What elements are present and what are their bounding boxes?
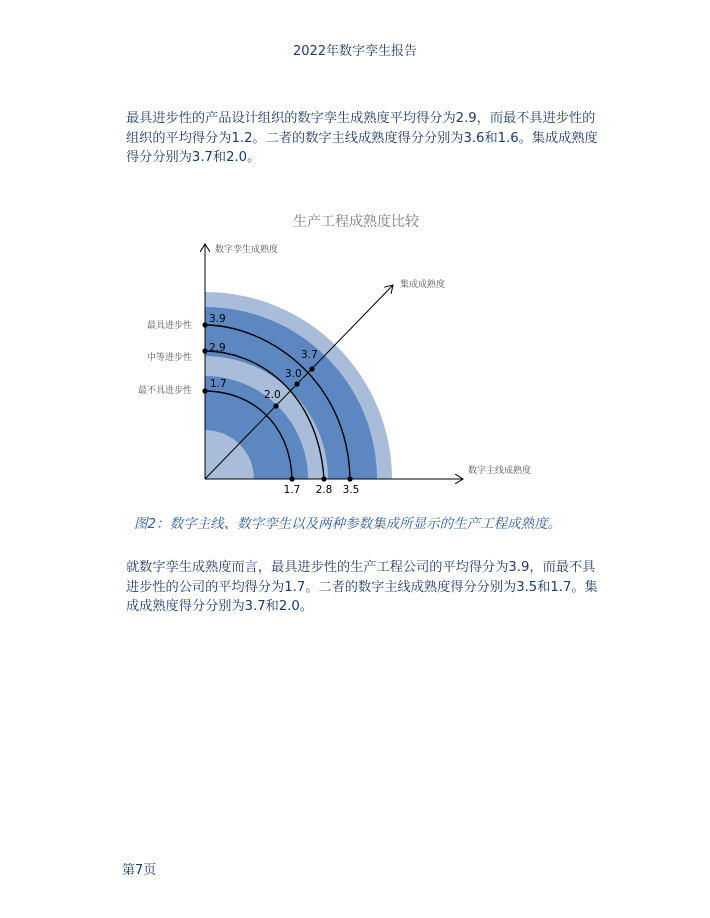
figure-caption: 图2：数字主线、数字孪生以及两种参数集成所显示的生产工程成熟度。 <box>134 516 562 532</box>
value-diag-least: 2.0 <box>264 389 281 401</box>
maturity-figure <box>0 200 710 510</box>
page-header-title: 2022年数字孪生报告 <box>292 44 418 59</box>
point-diag-mid <box>294 381 299 386</box>
value-diag-mid: 3.0 <box>285 368 302 380</box>
series-label-least: 最不具进步性 <box>137 386 192 396</box>
point-diag-most <box>309 366 314 371</box>
point-diag-least <box>273 403 278 408</box>
diagonal-axis-label: 集成成熟度 <box>400 280 446 290</box>
value-x-mid: 2.8 <box>315 484 333 496</box>
point-y-mid <box>202 348 207 353</box>
point-x-most <box>347 476 352 481</box>
series-label-mid: 中等进步性 <box>146 353 192 363</box>
chart-title: 生产工程成熟度比较 <box>293 214 419 230</box>
maturity-diagram <box>0 200 710 510</box>
point-y-least <box>202 388 207 393</box>
intro-paragraph: 最具进步性的产品设计组织的数字孪生成熟度平均得分为2.9，而最不具进步性的组织的平均得分为1.2。二者的数字主线成熟度得分分别为3.6和1.6。集成成熟度得分分别为3.7和2.0。 <box>126 111 598 165</box>
point-x-least <box>289 476 294 481</box>
series-label-most: 最具进步性 <box>146 321 192 331</box>
page-number: 第7页 <box>122 863 157 878</box>
value-y-mid: 2.9 <box>209 342 226 354</box>
value-x-most: 3.5 <box>342 484 360 496</box>
point-x-mid <box>321 476 326 481</box>
analysis-paragraph: 就数字孪生成熟度而言，最具进步性的生产工程公司的平均得分为3.9，而最不具进步性的公司的平均得分为1.7。二者的数字主线成熟度得分分别为3.5和1.7。集成成熟度得分分别为3.7和2.0。 <box>126 560 598 614</box>
value-diag-most: 3.7 <box>301 349 318 361</box>
point-y-most <box>202 322 207 327</box>
value-y-least: 1.7 <box>210 378 227 390</box>
value-y-most: 3.9 <box>209 313 226 325</box>
y-axis-label: 数字孪生成熟度 <box>215 245 279 255</box>
value-x-least: 1.7 <box>283 484 301 496</box>
x-axis-label: 数字主线成熟度 <box>468 466 532 476</box>
